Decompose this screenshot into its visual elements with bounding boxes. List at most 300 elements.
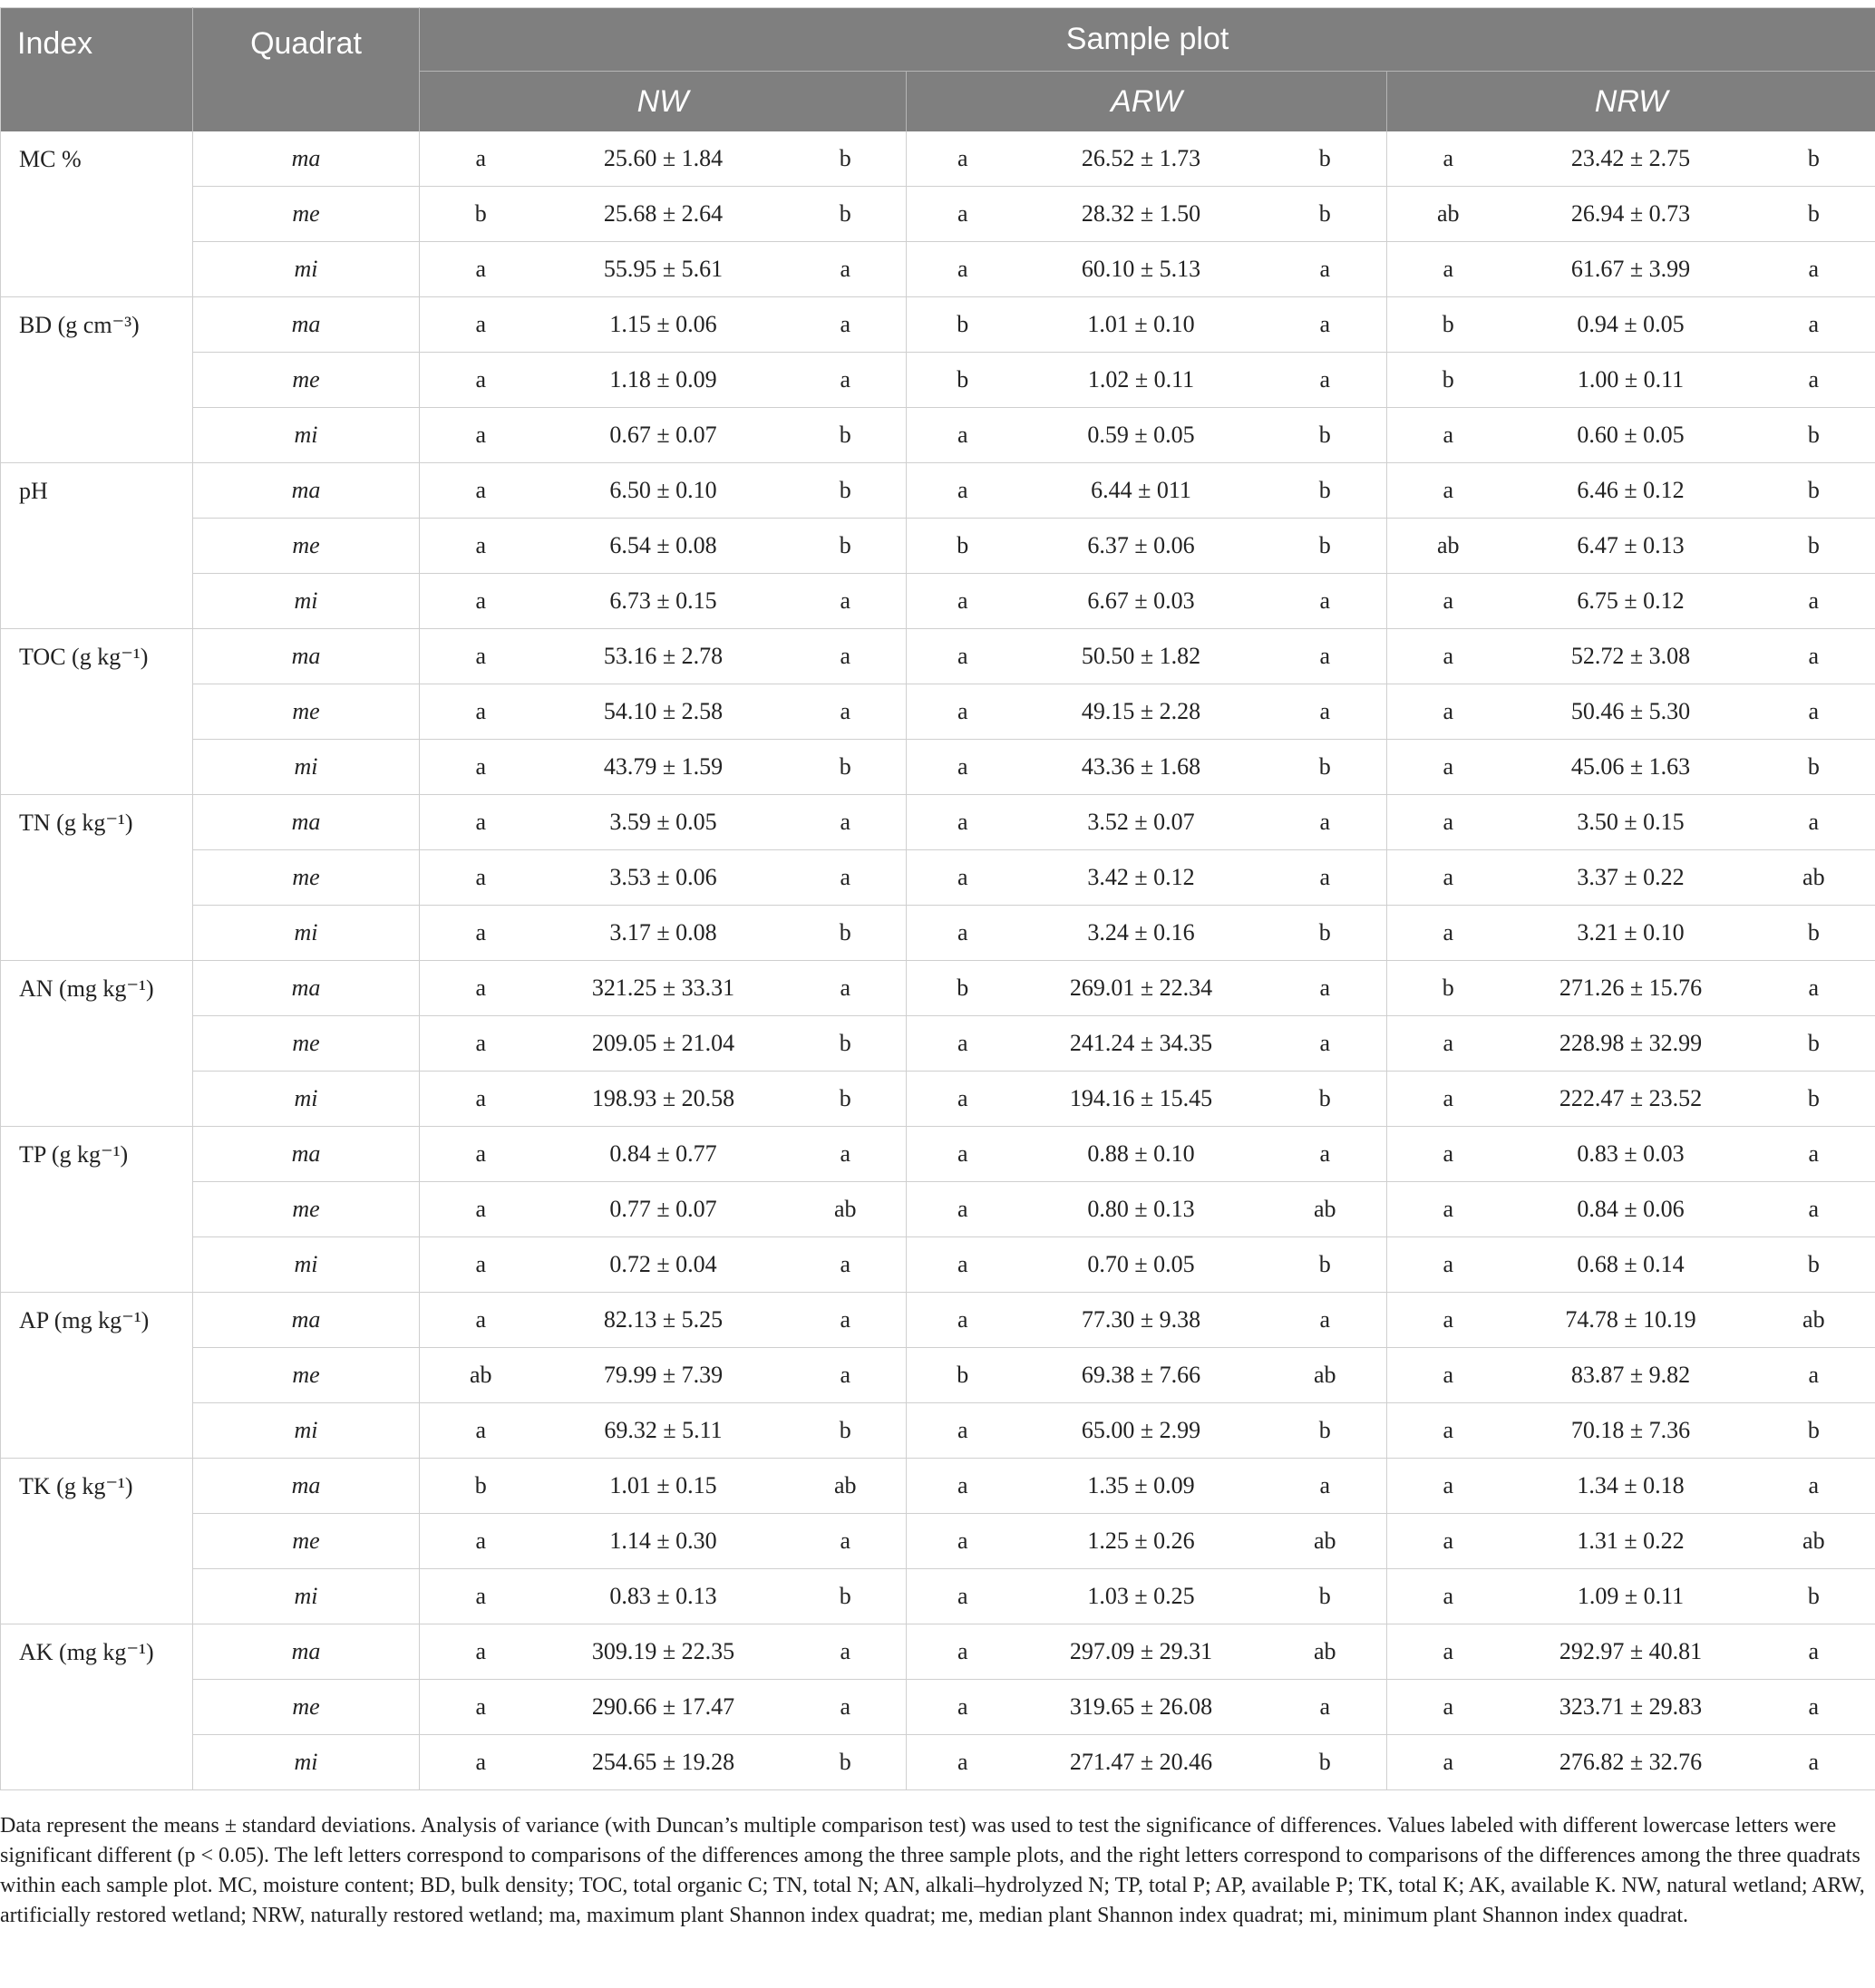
mean-sd-value: 74.78 ± 10.19 [1510, 1293, 1753, 1348]
mean-sd-value: 3.24 ± 0.16 [1019, 906, 1264, 961]
quadrat-letter-right: ab [1264, 1514, 1387, 1569]
plot-letter-left: a [907, 795, 1019, 850]
plot-letter-left: a [907, 1514, 1019, 1569]
mean-sd-value: 271.26 ± 15.76 [1510, 961, 1753, 1016]
plot-letter-left: a [1387, 1237, 1510, 1293]
quadrat-letter-right: a [1753, 1680, 1875, 1735]
plot-letter-left: a [907, 684, 1019, 740]
table-row [1, 463, 1875, 519]
mean-sd-value: 28.32 ± 1.50 [1019, 187, 1264, 242]
index-cell: BD (g cm⁻³) [1, 297, 193, 463]
table-row [1, 1459, 1875, 1514]
mean-sd-value: 0.68 ± 0.14 [1510, 1237, 1753, 1293]
mean-sd-value: 3.52 ± 0.07 [1019, 795, 1264, 850]
mean-sd-value: 3.53 ± 0.06 [542, 850, 785, 906]
mean-sd-value: 55.95 ± 5.61 [542, 242, 785, 297]
quadrat-letter-right: a [1264, 574, 1387, 629]
plot-letter-left: a [420, 629, 542, 684]
mean-sd-value: 1.03 ± 0.25 [1019, 1569, 1264, 1624]
mean-sd-value: 0.94 ± 0.05 [1510, 297, 1753, 353]
mean-sd-value: 3.21 ± 0.10 [1510, 906, 1753, 961]
mean-sd-value: 45.06 ± 1.63 [1510, 740, 1753, 795]
mean-sd-value: 1.18 ± 0.09 [542, 353, 785, 408]
mean-sd-value: 25.68 ± 2.64 [542, 187, 785, 242]
table-row [1, 131, 1875, 187]
quadrat-cell: me [193, 684, 420, 740]
plot-letter-left: a [907, 629, 1019, 684]
mean-sd-value: 82.13 ± 5.25 [542, 1293, 785, 1348]
quadrat-letter-right: a [1753, 242, 1875, 297]
plot-letter-left: a [420, 684, 542, 740]
quadrat-letter-right: b [1264, 1403, 1387, 1459]
mean-sd-value: 1.35 ± 0.09 [1019, 1459, 1264, 1514]
table-container [0, 7, 1875, 1790]
plot-letter-left: a [420, 961, 542, 1016]
plot-letter-left: a [420, 242, 542, 297]
index-cell: AP (mg kg⁻¹) [1, 1293, 193, 1459]
mean-sd-value: 254.65 ± 19.28 [542, 1735, 785, 1790]
quadrat-cell: me [193, 187, 420, 242]
plot-letter-left: a [420, 906, 542, 961]
quadrat-cell: mi [193, 1569, 420, 1624]
mean-sd-value: 0.88 ± 0.10 [1019, 1127, 1264, 1182]
mean-sd-value: 323.71 ± 29.83 [1510, 1680, 1753, 1735]
plot-letter-left: a [907, 1459, 1019, 1514]
table-row [1, 740, 1875, 795]
quadrat-letter-right: a [785, 1680, 907, 1735]
header-plot-arw: ARW [907, 72, 1387, 132]
quadrat-cell: me [193, 1016, 420, 1072]
quadrat-letter-right: b [1753, 463, 1875, 519]
plot-letter-left: a [420, 850, 542, 906]
mean-sd-value: 6.54 ± 0.08 [542, 519, 785, 574]
plot-letter-left: a [1387, 629, 1510, 684]
quadrat-letter-right: a [785, 1624, 907, 1680]
quadrat-cell: me [193, 1348, 420, 1403]
index-cell: AK (mg kg⁻¹) [1, 1624, 193, 1790]
header-plot-nw: NW [420, 72, 907, 132]
plot-letter-left: ab [1387, 187, 1510, 242]
mean-sd-value: 194.16 ± 15.45 [1019, 1072, 1264, 1127]
quadrat-letter-right: a [1264, 961, 1387, 1016]
quadrat-letter-right: b [785, 1072, 907, 1127]
plot-letter-left: a [420, 1237, 542, 1293]
table-row [1, 242, 1875, 297]
quadrat-letter-right: a [1753, 1182, 1875, 1237]
quadrat-letter-right: a [785, 961, 907, 1016]
table-row [1, 1348, 1875, 1403]
quadrat-letter-right: a [785, 629, 907, 684]
mean-sd-value: 271.47 ± 20.46 [1019, 1735, 1264, 1790]
plot-letter-left: a [1387, 1072, 1510, 1127]
plot-letter-left: a [420, 297, 542, 353]
mean-sd-value: 1.31 ± 0.22 [1510, 1514, 1753, 1569]
mean-sd-value: 292.97 ± 40.81 [1510, 1624, 1753, 1680]
plot-letter-left: a [907, 408, 1019, 463]
quadrat-letter-right: b [1264, 131, 1387, 187]
quadrat-cell: ma [193, 1459, 420, 1514]
quadrat-letter-right: a [1753, 1624, 1875, 1680]
mean-sd-value: 1.01 ± 0.10 [1019, 297, 1264, 353]
plot-letter-left: a [1387, 463, 1510, 519]
plot-letter-left: a [907, 1735, 1019, 1790]
mean-sd-value: 83.87 ± 9.82 [1510, 1348, 1753, 1403]
mean-sd-value: 54.10 ± 2.58 [542, 684, 785, 740]
mean-sd-value: 1.02 ± 0.11 [1019, 353, 1264, 408]
plot-letter-left: a [420, 131, 542, 187]
quadrat-letter-right: a [785, 1514, 907, 1569]
plot-letter-left: a [1387, 684, 1510, 740]
quadrat-cell: ma [193, 1293, 420, 1348]
quadrat-letter-right: a [1753, 353, 1875, 408]
plot-letter-left: a [907, 1237, 1019, 1293]
quadrat-letter-right: a [1753, 629, 1875, 684]
plot-letter-left: a [1387, 574, 1510, 629]
table-row [1, 684, 1875, 740]
index-cell: AN (mg kg⁻¹) [1, 961, 193, 1127]
plot-letter-left: a [1387, 1293, 1510, 1348]
plot-letter-left: a [907, 740, 1019, 795]
quadrat-letter-right: ab [1753, 1293, 1875, 1348]
table-row [1, 850, 1875, 906]
mean-sd-value: 3.42 ± 0.12 [1019, 850, 1264, 906]
table-row [1, 1514, 1875, 1569]
mean-sd-value: 53.16 ± 2.78 [542, 629, 785, 684]
quadrat-cell: mi [193, 1403, 420, 1459]
mean-sd-value: 69.38 ± 7.66 [1019, 1348, 1264, 1403]
quadrat-cell: ma [193, 1624, 420, 1680]
quadrat-letter-right: b [1753, 1072, 1875, 1127]
table-row [1, 1127, 1875, 1182]
plot-letter-left: a [420, 519, 542, 574]
mean-sd-value: 26.52 ± 1.73 [1019, 131, 1264, 187]
mean-sd-value: 309.19 ± 22.35 [542, 1624, 785, 1680]
quadrat-letter-right: a [785, 850, 907, 906]
quadrat-letter-right: ab [1753, 1514, 1875, 1569]
quadrat-letter-right: a [1264, 242, 1387, 297]
table-row [1, 1293, 1875, 1348]
quadrat-cell: ma [193, 297, 420, 353]
quadrat-letter-right: a [1753, 1127, 1875, 1182]
quadrat-cell: me [193, 1680, 420, 1735]
mean-sd-value: 70.18 ± 7.36 [1510, 1403, 1753, 1459]
quadrat-cell: ma [193, 1127, 420, 1182]
mean-sd-value: 1.09 ± 0.11 [1510, 1569, 1753, 1624]
mean-sd-value: 0.83 ± 0.03 [1510, 1127, 1753, 1182]
quadrat-letter-right: a [1264, 1680, 1387, 1735]
plot-letter-left: b [420, 187, 542, 242]
quadrat-cell: mi [193, 1735, 420, 1790]
plot-letter-left: a [907, 1293, 1019, 1348]
mean-sd-value: 6.50 ± 0.10 [542, 463, 785, 519]
mean-sd-value: 321.25 ± 33.31 [542, 961, 785, 1016]
table-footnote: Data represent the means ± standard deviations. Analysis of variance (with Duncan’s multiple comparison test) was used to test the significance of differences. Values labeled with different lowercase letters were significant different (p < 0.05). The left letters correspond to comparisons of the differences among the three sample plots, and the right letters correspond to comparisons of the differences among the three quadrats within each sample plot. MC, moisture content; BD, bulk density; TOC, total organic C; TN, total N; AN, alkali–hydrolyzed N; TP, total P; AP, available P; TK, total K; AK, available K. NW, natural wetland; ARW, artificially restored wetland; NRW, naturally restored wetland; ma, maximum plant Shannon index quadrat; me, median plant Shannon index quadrat; mi, minimum plant Shannon index quadrat. [0, 1814, 1865, 1927]
mean-sd-value: 49.15 ± 2.28 [1019, 684, 1264, 740]
quadrat-cell: mi [193, 574, 420, 629]
plot-letter-left: a [420, 740, 542, 795]
plot-letter-left: a [420, 1403, 542, 1459]
quadrat-cell: ma [193, 629, 420, 684]
plot-letter-left: b [1387, 297, 1510, 353]
mean-sd-value: 6.46 ± 0.12 [1510, 463, 1753, 519]
index-cell: pH [1, 463, 193, 629]
mean-sd-value: 1.34 ± 0.18 [1510, 1459, 1753, 1514]
plot-letter-left: a [1387, 740, 1510, 795]
mean-sd-value: 1.01 ± 0.15 [542, 1459, 785, 1514]
mean-sd-value: 1.25 ± 0.26 [1019, 1514, 1264, 1569]
quadrat-cell: me [193, 1514, 420, 1569]
quadrat-letter-right: b [1264, 463, 1387, 519]
plot-letter-left: a [1387, 1127, 1510, 1182]
quadrat-letter-right: a [785, 1237, 907, 1293]
mean-sd-value: 6.73 ± 0.15 [542, 574, 785, 629]
mean-sd-value: 0.83 ± 0.13 [542, 1569, 785, 1624]
table-row [1, 408, 1875, 463]
mean-sd-value: 241.24 ± 34.35 [1019, 1016, 1264, 1072]
quadrat-cell: ma [193, 131, 420, 187]
quadrat-letter-right: b [785, 1735, 907, 1790]
mean-sd-value: 0.77 ± 0.07 [542, 1182, 785, 1237]
mean-sd-value: 1.15 ± 0.06 [542, 297, 785, 353]
table-row [1, 961, 1875, 1016]
plot-letter-left: a [1387, 1624, 1510, 1680]
plot-letter-left: b [420, 1459, 542, 1514]
index-cell: MC % [1, 131, 193, 297]
plot-letter-left: b [1387, 353, 1510, 408]
table-row [1, 795, 1875, 850]
plot-letter-left: a [1387, 1459, 1510, 1514]
quadrat-cell: ma [193, 961, 420, 1016]
index-cell: TK (g kg⁻¹) [1, 1459, 193, 1624]
plot-letter-left: a [420, 1624, 542, 1680]
table-row [1, 574, 1875, 629]
quadrat-letter-right: a [1264, 1293, 1387, 1348]
table-row [1, 519, 1875, 574]
quadrat-cell: me [193, 519, 420, 574]
plot-letter-left: a [907, 187, 1019, 242]
soil-properties-table [0, 7, 1875, 1790]
plot-letter-left: a [420, 1514, 542, 1569]
quadrat-letter-right: ab [1264, 1182, 1387, 1237]
mean-sd-value: 43.79 ± 1.59 [542, 740, 785, 795]
quadrat-letter-right: ab [785, 1459, 907, 1514]
quadrat-letter-right: a [1264, 297, 1387, 353]
quadrat-letter-right: b [1753, 1403, 1875, 1459]
mean-sd-value: 3.37 ± 0.22 [1510, 850, 1753, 906]
quadrat-letter-right: a [785, 684, 907, 740]
header-plot-nrw: NRW [1387, 72, 1875, 132]
quadrat-letter-right: a [1264, 629, 1387, 684]
plot-letter-left: a [420, 408, 542, 463]
quadrat-letter-right: ab [785, 1182, 907, 1237]
table-row [1, 1624, 1875, 1680]
quadrat-letter-right: b [1753, 1016, 1875, 1072]
mean-sd-value: 297.09 ± 29.31 [1019, 1624, 1264, 1680]
plot-letter-left: a [420, 1735, 542, 1790]
quadrat-letter-right: a [1753, 684, 1875, 740]
plot-letter-left: a [1387, 131, 1510, 187]
quadrat-letter-right: a [785, 242, 907, 297]
plot-letter-left: a [907, 906, 1019, 961]
quadrat-letter-right: b [1264, 1072, 1387, 1127]
quadrat-letter-right: b [1264, 187, 1387, 242]
quadrat-letter-right: b [1264, 1735, 1387, 1790]
mean-sd-value: 6.44 ± 011 [1019, 463, 1264, 519]
mean-sd-value: 50.50 ± 1.82 [1019, 629, 1264, 684]
mean-sd-value: 198.93 ± 20.58 [542, 1072, 785, 1127]
mean-sd-value: 228.98 ± 32.99 [1510, 1016, 1753, 1072]
quadrat-letter-right: b [1753, 519, 1875, 574]
plot-letter-left: a [1387, 1016, 1510, 1072]
quadrat-letter-right: b [785, 740, 907, 795]
mean-sd-value: 52.72 ± 3.08 [1510, 629, 1753, 684]
table-row [1, 1403, 1875, 1459]
plot-letter-left: b [907, 353, 1019, 408]
mean-sd-value: 1.14 ± 0.30 [542, 1514, 785, 1569]
quadrat-letter-right: b [785, 187, 907, 242]
mean-sd-value: 65.00 ± 2.99 [1019, 1403, 1264, 1459]
quadrat-cell: mi [193, 1072, 420, 1127]
mean-sd-value: 6.67 ± 0.03 [1019, 574, 1264, 629]
mean-sd-value: 61.67 ± 3.99 [1510, 242, 1753, 297]
mean-sd-value: 25.60 ± 1.84 [542, 131, 785, 187]
quadrat-cell: ma [193, 795, 420, 850]
quadrat-cell: me [193, 850, 420, 906]
mean-sd-value: 0.70 ± 0.05 [1019, 1237, 1264, 1293]
quadrat-letter-right: a [785, 795, 907, 850]
plot-letter-left: a [907, 1680, 1019, 1735]
plot-letter-left: a [420, 1569, 542, 1624]
plot-letter-left: a [907, 1403, 1019, 1459]
quadrat-letter-right: a [785, 353, 907, 408]
plot-letter-left: b [907, 297, 1019, 353]
quadrat-letter-right: b [785, 463, 907, 519]
quadrat-cell: mi [193, 242, 420, 297]
plot-letter-left: b [907, 961, 1019, 1016]
mean-sd-value: 269.01 ± 22.34 [1019, 961, 1264, 1016]
plot-letter-left: a [420, 1127, 542, 1182]
quadrat-letter-right: a [1753, 1735, 1875, 1790]
quadrat-letter-right: a [1264, 1459, 1387, 1514]
table-row [1, 187, 1875, 242]
mean-sd-value: 319.65 ± 26.08 [1019, 1680, 1264, 1735]
plot-letter-left: a [1387, 408, 1510, 463]
header-quadrat: Quadrat [193, 8, 420, 132]
quadrat-letter-right: b [1753, 131, 1875, 187]
quadrat-letter-right: b [1753, 740, 1875, 795]
plot-letter-left: a [1387, 242, 1510, 297]
mean-sd-value: 43.36 ± 1.68 [1019, 740, 1264, 795]
plot-letter-left: a [907, 1016, 1019, 1072]
quadrat-letter-right: a [785, 297, 907, 353]
header-index: Index [1, 8, 193, 132]
table-header [1, 8, 1875, 132]
quadrat-letter-right: b [785, 519, 907, 574]
index-cell: TN (g kg⁻¹) [1, 795, 193, 961]
quadrat-letter-right: a [1753, 1459, 1875, 1514]
quadrat-letter-right: b [1753, 408, 1875, 463]
plot-letter-left: a [907, 131, 1019, 187]
plot-letter-left: a [420, 1293, 542, 1348]
plot-letter-left: a [1387, 850, 1510, 906]
plot-letter-left: a [907, 1569, 1019, 1624]
quadrat-cell: mi [193, 408, 420, 463]
quadrat-cell: mi [193, 740, 420, 795]
table-row [1, 1182, 1875, 1237]
plot-letter-left: a [907, 1624, 1019, 1680]
mean-sd-value: 3.59 ± 0.05 [542, 795, 785, 850]
quadrat-letter-right: b [785, 1403, 907, 1459]
plot-letter-left: a [420, 574, 542, 629]
mean-sd-value: 50.46 ± 5.30 [1510, 684, 1753, 740]
mean-sd-value: 26.94 ± 0.73 [1510, 187, 1753, 242]
plot-letter-left: a [420, 1182, 542, 1237]
plot-letter-left: a [1387, 1680, 1510, 1735]
plot-letter-left: a [420, 1680, 542, 1735]
plot-letter-left: a [1387, 1569, 1510, 1624]
quadrat-letter-right: a [785, 1348, 907, 1403]
plot-letter-left: a [907, 850, 1019, 906]
quadrat-letter-right: b [785, 408, 907, 463]
index-cell: TOC (g kg⁻¹) [1, 629, 193, 795]
quadrat-letter-right: b [1264, 1237, 1387, 1293]
quadrat-letter-right: a [785, 1127, 907, 1182]
quadrat-letter-right: a [1753, 574, 1875, 629]
plot-letter-left: b [907, 1348, 1019, 1403]
mean-sd-value: 6.75 ± 0.12 [1510, 574, 1753, 629]
quadrat-letter-right: a [1264, 1127, 1387, 1182]
plot-letter-left: b [1387, 961, 1510, 1016]
mean-sd-value: 6.47 ± 0.13 [1510, 519, 1753, 574]
mean-sd-value: 6.37 ± 0.06 [1019, 519, 1264, 574]
plot-letter-left: a [1387, 795, 1510, 850]
quadrat-letter-right: b [785, 1569, 907, 1624]
mean-sd-value: 0.59 ± 0.05 [1019, 408, 1264, 463]
plot-letter-left: a [907, 1072, 1019, 1127]
quadrat-letter-right: a [1264, 353, 1387, 408]
plot-letter-left: a [907, 574, 1019, 629]
mean-sd-value: 0.80 ± 0.13 [1019, 1182, 1264, 1237]
plot-letter-left: ab [420, 1348, 542, 1403]
plot-letter-left: a [420, 1016, 542, 1072]
quadrat-letter-right: b [1264, 906, 1387, 961]
quadrat-letter-right: b [1264, 408, 1387, 463]
table-row [1, 1237, 1875, 1293]
plot-letter-left: a [420, 353, 542, 408]
quadrat-cell: ma [193, 463, 420, 519]
quadrat-letter-right: a [1264, 684, 1387, 740]
quadrat-letter-right: a [785, 1293, 907, 1348]
plot-letter-left: a [420, 463, 542, 519]
plot-letter-left: a [1387, 1182, 1510, 1237]
mean-sd-value: 23.42 ± 2.75 [1510, 131, 1753, 187]
quadrat-letter-right: a [1753, 961, 1875, 1016]
quadrat-letter-right: a [1753, 795, 1875, 850]
table-row [1, 1735, 1875, 1790]
mean-sd-value: 3.50 ± 0.15 [1510, 795, 1753, 850]
plot-letter-left: ab [1387, 519, 1510, 574]
quadrat-letter-right: a [785, 574, 907, 629]
mean-sd-value: 290.66 ± 17.47 [542, 1680, 785, 1735]
quadrat-letter-right: ab [1264, 1624, 1387, 1680]
table-row [1, 1569, 1875, 1624]
mean-sd-value: 3.17 ± 0.08 [542, 906, 785, 961]
plot-letter-left: a [907, 463, 1019, 519]
quadrat-letter-right: a [1753, 297, 1875, 353]
quadrat-letter-right: b [785, 906, 907, 961]
index-cell: TP (g kg⁻¹) [1, 1127, 193, 1293]
mean-sd-value: 60.10 ± 5.13 [1019, 242, 1264, 297]
